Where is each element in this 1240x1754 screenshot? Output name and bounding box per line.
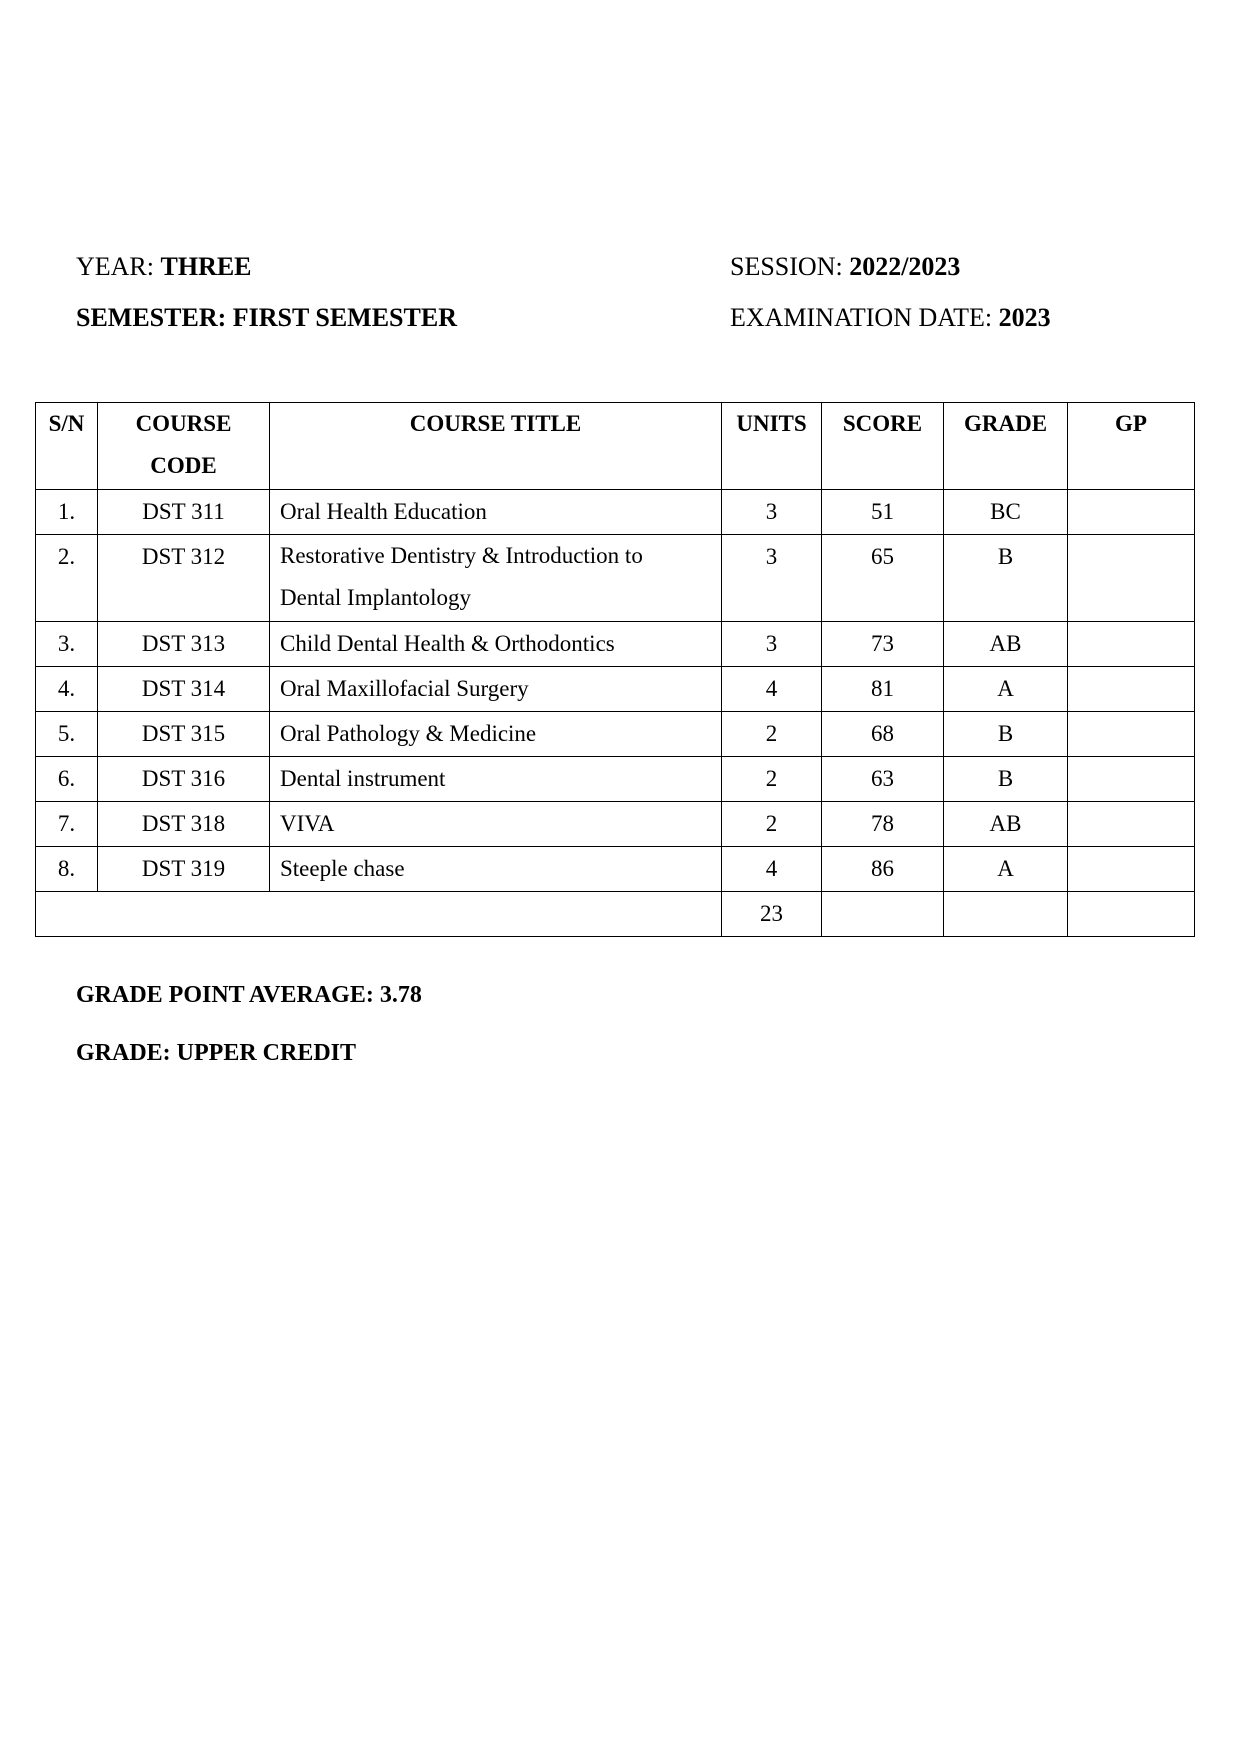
table-row bbox=[36, 535, 1195, 622]
overall-grade-line bbox=[76, 1038, 356, 1068]
column-header-units: UNITS bbox=[722, 403, 822, 490]
year-label: YEAR: bbox=[76, 252, 154, 281]
cell-course-code: DST 311 bbox=[98, 490, 270, 535]
cell-grade: B bbox=[944, 712, 1068, 757]
cell-gp bbox=[1068, 622, 1195, 667]
table-row bbox=[36, 847, 1195, 892]
cell-grade: BC bbox=[944, 490, 1068, 535]
table-row bbox=[36, 757, 1195, 802]
cell-course-code: DST 313 bbox=[98, 622, 270, 667]
cell-sn: 4. bbox=[36, 667, 98, 712]
cell-course-code: DST 318 bbox=[98, 802, 270, 847]
cell-course-code: DST 312 bbox=[98, 535, 270, 622]
gpa-line bbox=[76, 980, 422, 1010]
cell-course-title: Steeple chase bbox=[270, 847, 722, 892]
cell-score: 65 bbox=[822, 535, 944, 622]
table-row bbox=[36, 802, 1195, 847]
cell-course-code: DST 314 bbox=[98, 667, 270, 712]
cell-score: 51 bbox=[822, 490, 944, 535]
cell-course-title-line2: Dental Implantology bbox=[280, 585, 471, 610]
cell-grade: AB bbox=[944, 622, 1068, 667]
cell-score: 68 bbox=[822, 712, 944, 757]
cell-sn: 8. bbox=[36, 847, 98, 892]
cell-gp bbox=[1068, 847, 1195, 892]
cell-course-title: Dental instrument bbox=[270, 757, 722, 802]
cell-sn: 1. bbox=[36, 490, 98, 535]
cell-units: 3 bbox=[722, 535, 822, 622]
cell-units: 4 bbox=[722, 847, 822, 892]
session-value: 2022/2023 bbox=[849, 252, 961, 281]
cell-grade: AB bbox=[944, 802, 1068, 847]
exam-date-line bbox=[730, 303, 1051, 333]
column-header-course-code-line2: CODE bbox=[150, 453, 217, 478]
cell-total-score-blank bbox=[822, 892, 944, 937]
cell-units: 2 bbox=[722, 757, 822, 802]
cell-units: 2 bbox=[722, 802, 822, 847]
column-header-course-code bbox=[98, 403, 270, 490]
cell-course-title: VIVA bbox=[270, 802, 722, 847]
cell-gp bbox=[1068, 535, 1195, 622]
cell-course-code: DST 319 bbox=[98, 847, 270, 892]
cell-gp bbox=[1068, 712, 1195, 757]
cell-gp bbox=[1068, 757, 1195, 802]
cell-course-title bbox=[270, 535, 722, 622]
year-line bbox=[76, 252, 252, 282]
cell-sn: 3. bbox=[36, 622, 98, 667]
exam-date-label: EXAMINATION DATE: bbox=[730, 303, 993, 332]
session-label: SESSION: bbox=[730, 252, 843, 281]
cell-grade: A bbox=[944, 667, 1068, 712]
cell-course-title: Oral Maxillofacial Surgery bbox=[270, 667, 722, 712]
table-row bbox=[36, 667, 1195, 712]
cell-total-grade-blank bbox=[944, 892, 1068, 937]
cell-grade: B bbox=[944, 535, 1068, 622]
column-header-gp: GP bbox=[1068, 403, 1195, 490]
cell-course-title: Oral Health Education bbox=[270, 490, 722, 535]
cell-sn: 2. bbox=[36, 535, 98, 622]
overall-grade-label: GRADE: bbox=[76, 1040, 171, 1066]
cell-course-title: Child Dental Health & Orthodontics bbox=[270, 622, 722, 667]
column-header-grade: GRADE bbox=[944, 403, 1068, 490]
cell-score: 78 bbox=[822, 802, 944, 847]
session-line bbox=[730, 252, 960, 282]
exam-date-value: 2023 bbox=[998, 303, 1051, 332]
cell-sn: 7. bbox=[36, 802, 98, 847]
overall-grade-value: UPPER CREDIT bbox=[176, 1040, 357, 1066]
cell-grade: A bbox=[944, 847, 1068, 892]
column-header-course-title: COURSE TITLE bbox=[270, 403, 722, 490]
cell-units: 4 bbox=[722, 667, 822, 712]
cell-course-title: Oral Pathology & Medicine bbox=[270, 712, 722, 757]
cell-score: 86 bbox=[822, 847, 944, 892]
cell-sn: 6. bbox=[36, 757, 98, 802]
table-total-row bbox=[36, 892, 1195, 937]
semester-label: SEMESTER: bbox=[76, 303, 227, 332]
cell-sn: 5. bbox=[36, 712, 98, 757]
cell-score: 73 bbox=[822, 622, 944, 667]
cell-total-units: 23 bbox=[722, 892, 822, 937]
cell-total-blank bbox=[36, 892, 722, 937]
cell-units: 2 bbox=[722, 712, 822, 757]
cell-total-gp-blank bbox=[1068, 892, 1195, 937]
year-value: THREE bbox=[160, 252, 252, 281]
column-header-course-code-line1: COURSE bbox=[135, 411, 232, 436]
semester-value: FIRST SEMESTER bbox=[232, 303, 457, 332]
table-row bbox=[36, 490, 1195, 535]
gpa-value: 3.78 bbox=[379, 982, 422, 1008]
column-header-score: SCORE bbox=[822, 403, 944, 490]
cell-units: 3 bbox=[722, 622, 822, 667]
results-table bbox=[35, 402, 1195, 937]
cell-grade: B bbox=[944, 757, 1068, 802]
table-row bbox=[36, 622, 1195, 667]
cell-gp bbox=[1068, 667, 1195, 712]
cell-score: 81 bbox=[822, 667, 944, 712]
column-header-sn: S/N bbox=[36, 403, 98, 490]
table-header-row bbox=[36, 403, 1195, 490]
cell-gp bbox=[1068, 802, 1195, 847]
cell-course-code: DST 315 bbox=[98, 712, 270, 757]
table-row bbox=[36, 712, 1195, 757]
cell-course-code: DST 316 bbox=[98, 757, 270, 802]
semester-line bbox=[76, 303, 457, 333]
cell-score: 63 bbox=[822, 757, 944, 802]
gpa-label: GRADE POINT AVERAGE: bbox=[76, 982, 374, 1008]
cell-gp bbox=[1068, 490, 1195, 535]
cell-units: 3 bbox=[722, 490, 822, 535]
cell-course-title-line1: Restorative Dentistry & Introduction to bbox=[280, 543, 643, 568]
